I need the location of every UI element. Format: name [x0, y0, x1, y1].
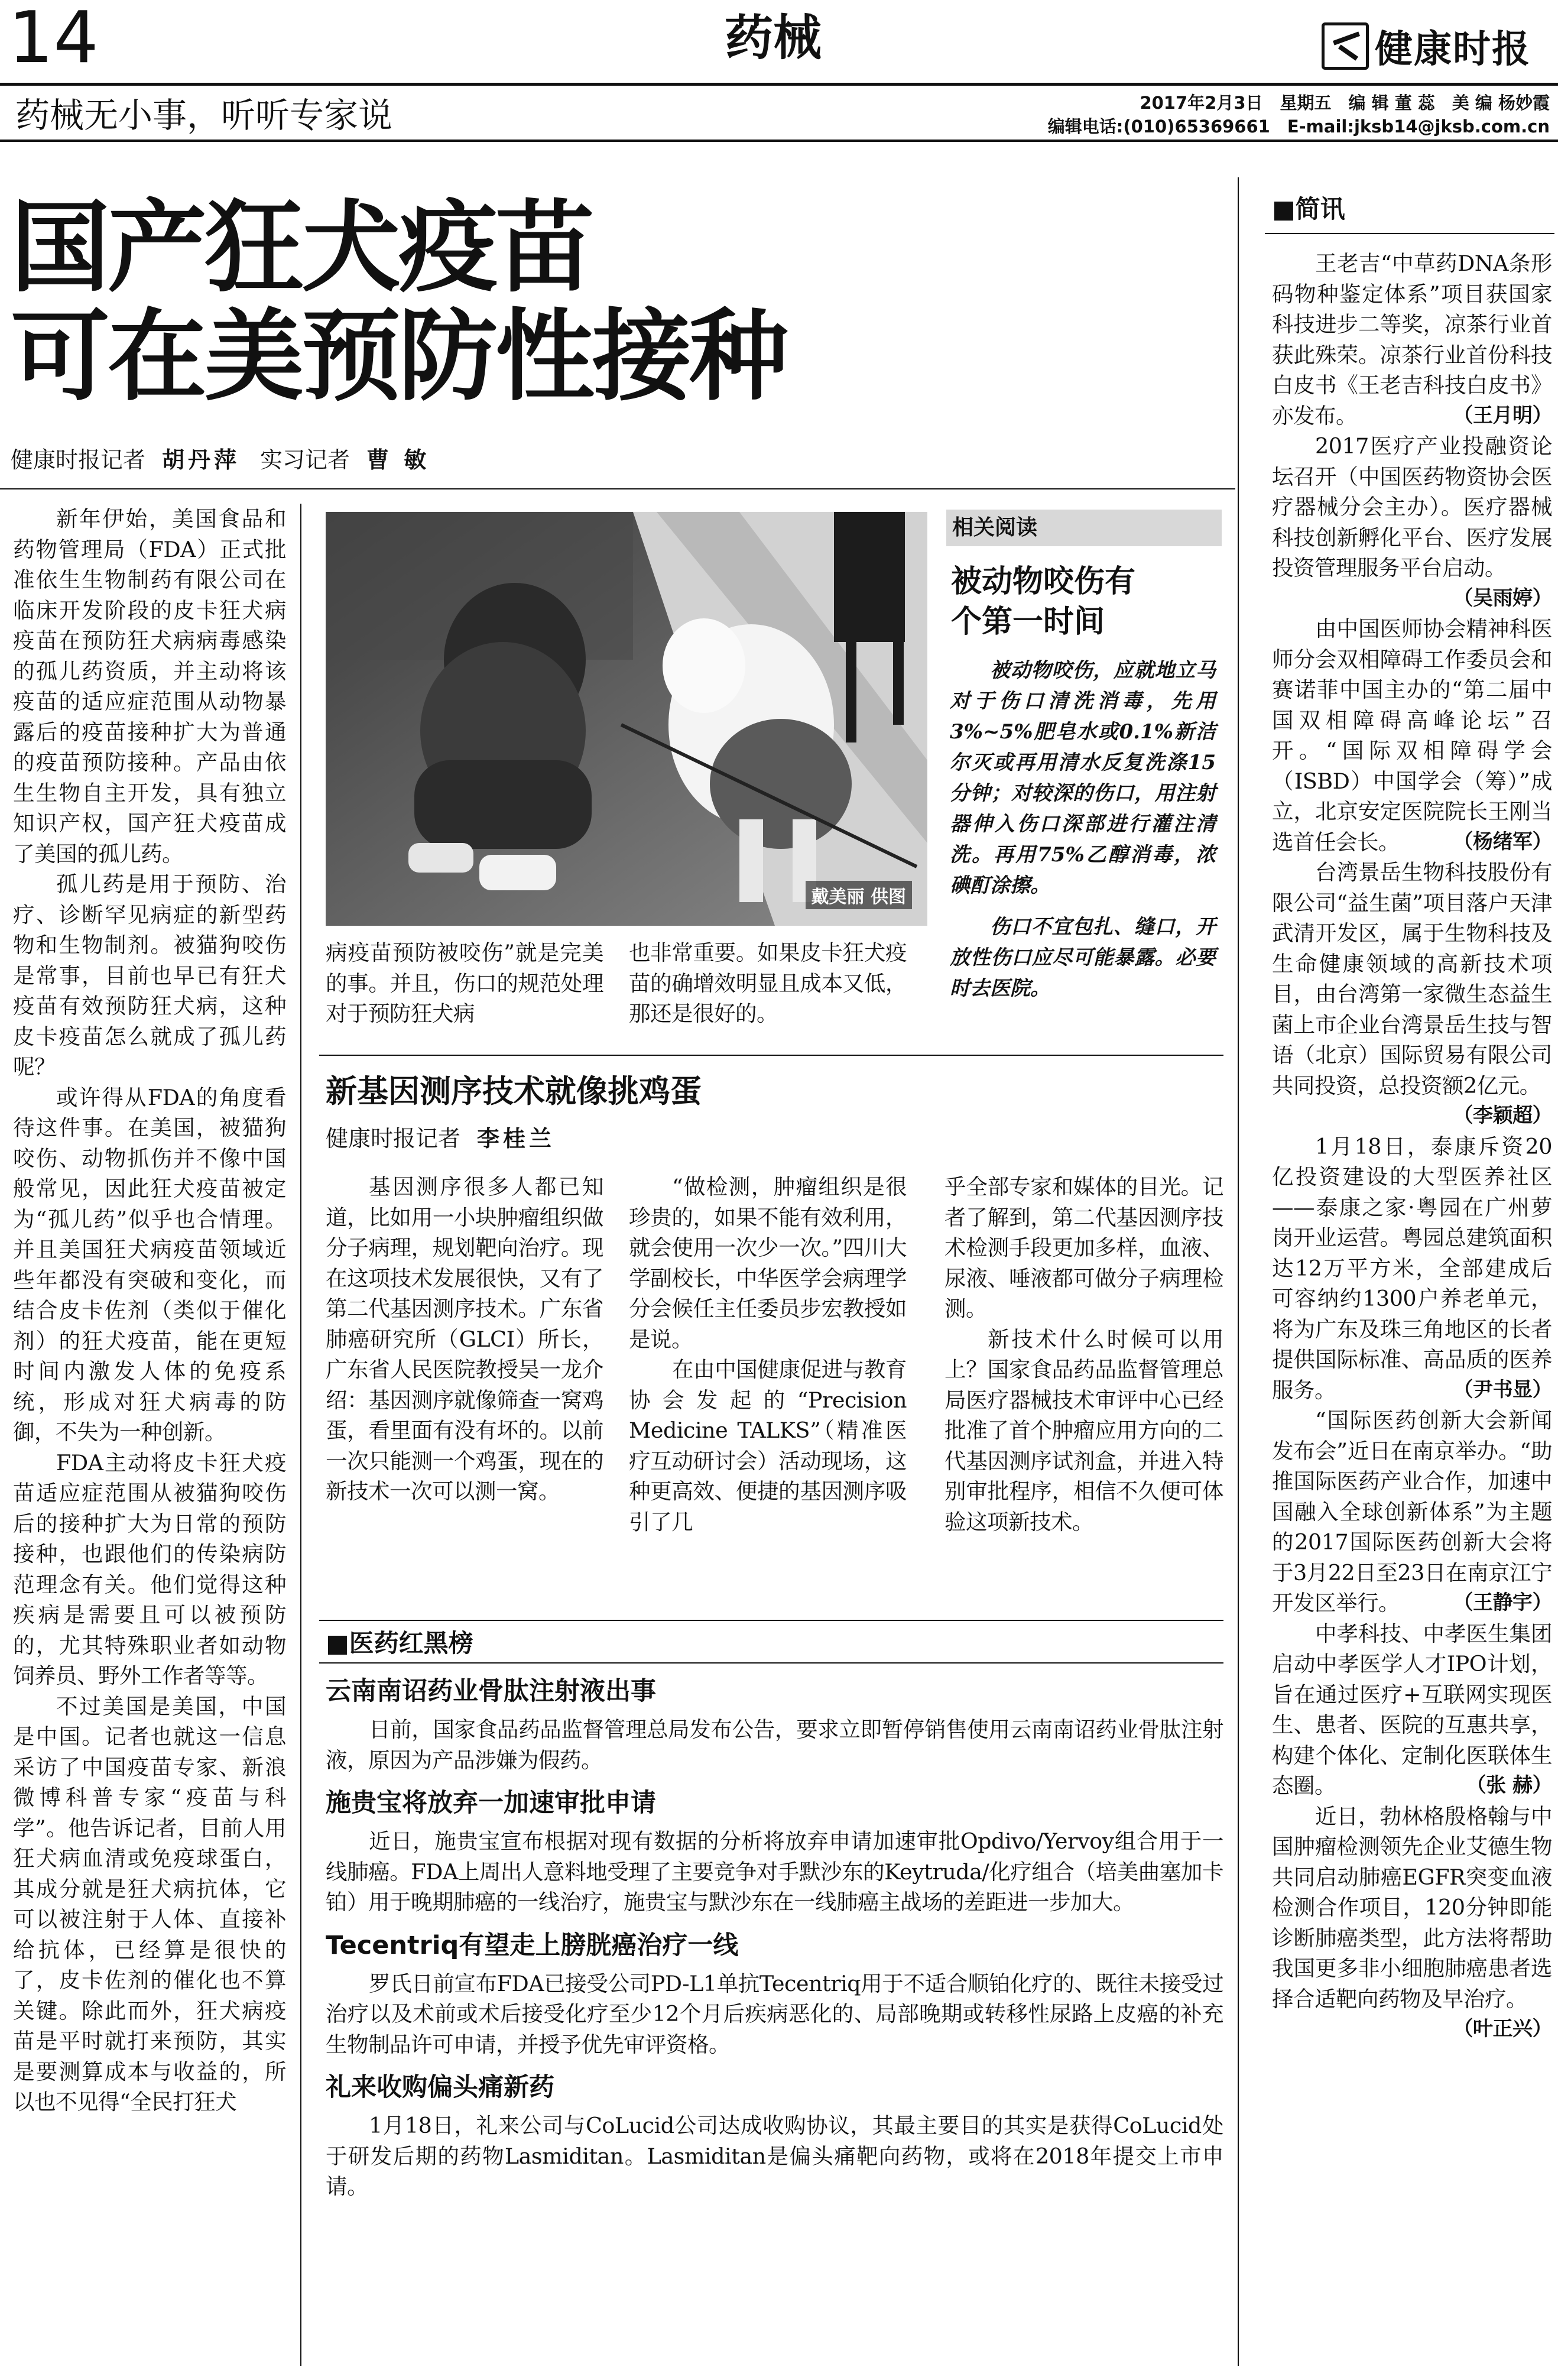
main-paragraph: 或许得从FDA的角度看待这件事。在美国，被猫狗咬伤、动物抓伤并不像中国般常见，因此狂犬疫苗被定为“孤儿药”似乎也合情理。并且美国狂犬病疫苗领域近些年都没有突破和变化，而结合皮卡佐剂（类似于催化剂）的狂犬疫苗，能在更短时间内激发人体的免疫系统，形成对狂犬病毒的防御，不失为一种创新。: [13, 1084, 286, 1445]
news-title: 云南南诏药业骨肽注射液出事: [326, 1677, 656, 1706]
brief-item: [1272, 1131, 1552, 1406]
main-paragraph: 新年伊始，美国食品和药物管理局（FDA）正式批准依生生物制药有限公司在临床开发阶段的皮卡狂犬病疫苗在预防狂犬病病毒感染的孤儿药资质，并主动将该疫苗的适应症范围从动物暴露后的疫苗接种扩大为普通的疫苗预防接种。产品由依生生物自主开发，具有独立知识产权，国产狂犬疫苗成了美国的孤儿药。: [13, 506, 286, 867]
headline-line-2: 可在美预防性接种: [11, 297, 786, 414]
main-paragraph: 病疫苗预防被咬伤”就是完美的事。并且，伤口的规范处理对于预防狂犬病: [326, 940, 603, 1026]
main-paragraph: 也非常重要。如果皮卡狂犬疫苗的确增效明显且成本又低，那还是很好的。: [629, 940, 907, 1026]
boy-with-dog-photo: [326, 512, 927, 926]
gene-paragraph: 基因测序很多人都已知道，比如用一小块肿瘤组织做分子病理，规划靶向治疗。现在这项技术发展很快，又有了第二代基因测序技术。广东省肺癌研究所（GLCI）所长，广东省人民医院教授吴一龙介绍：基因测序就像筛查一窝鸡蛋，看里面有没有坏的。以前一次只能测一个鸡蛋，现在的新技术一次可以测一窝。: [326, 1174, 603, 1504]
brief-text: “国际医药创新大会新闻发布会”近日在南京举办。“助推国际医药产业合作，加速中国融入全球创新体系”为主题的2017国际医药创新大会将于3月22日至23日在南京江宁开发区举行。: [1272, 1408, 1552, 1616]
brief-source: （张 赫）: [1466, 1773, 1552, 1797]
brief-text: 近日，勃林格殷格翰与中国肿瘤检测领先企业艾德生物共同启动肺癌EGFR突变血液检测合作项目，120分钟即能诊断肺癌类型，此方法将帮助我国更多非小细胞肺癌患者选择合适靶向药物及早治疗。: [1272, 1803, 1552, 2012]
byline-reporter: 胡丹萍: [162, 447, 241, 473]
news-paragraph: 日前，国家食品药品监督管理总局发布公告，要求立即暂停销售使用云南南诏药业骨肽注射液，原因为产品涉嫌为假药。: [326, 1717, 1223, 1773]
main-article-column-2: [326, 938, 603, 1038]
news-title: 施贵宝将放弃一加速审批申请: [326, 1788, 656, 1818]
briefs-section-label: ■简讯: [1272, 194, 1345, 223]
column-divider: [300, 504, 301, 2366]
brief-item: [1272, 1801, 1552, 2041]
article-photo: [326, 512, 927, 926]
headline-line-1: 国产狂犬疫苗: [11, 189, 592, 306]
brief-source: （杨绪军）: [1453, 829, 1552, 854]
brief-text: 台湾景岳生物科技股份有限公司“益生菌”项目落户天津武清开发区，属于生物科技及生命健康领域的高新技术项目，由台湾第一家微生态益生菌上市企业台湾景岳生技与智语（北京）国际贸易有限公司共同投资，总投资额2亿元。: [1272, 860, 1552, 1098]
masthead-bottom-rule: [0, 140, 1558, 142]
brief-source: （吴雨婷）: [1453, 586, 1552, 610]
page-number: 14: [8, 0, 99, 79]
gene-byline-label: 健康时报记者: [326, 1126, 461, 1152]
gene-paragraph: “做检测，肿瘤组织是很珍贵的，如果不能有效利用，就会使用一次少一次。”四川大学副校长，中华医学会病理学分会候任主任委员步宏教授如是说。: [629, 1174, 907, 1352]
brief-text: 王老吉“中草药DNA条形码物种鉴定体系”项目获国家科技进步二等奖，凉茶行业首获此殊荣。凉茶行业首份科技白皮书《王老吉科技白皮书》亦发布。: [1272, 251, 1552, 429]
main-article-column-3: [629, 938, 907, 1038]
gene-article-byline: [326, 1121, 575, 1156]
brief-source: （叶正兴）: [1453, 2017, 1552, 2041]
related-reading-box: [946, 510, 1222, 1030]
logo-text: 健康时报: [1375, 27, 1531, 72]
news-title: Tecentriq有望走上膀胱癌治疗一线: [326, 1930, 739, 1960]
related-paragraph: 伤口不宜包扎、缝口，开放性伤口应尽可能暴露。必要时去医院。: [950, 915, 1216, 1000]
main-paragraph: 不过美国是美国，中国是中国。记者也就这一信息采访了中国疫苗专家、新浪微博科普专家“疫苗与科学”。他告诉记者，目前人用狂犬病血清或免疫球蛋白，其成分就是狂犬病抗体，它可以被注射于人体、直接补给抗体，已经算是很快的了，皮卡佐剂的催化也不算关键。除此而外，狂犬病疫苗是平时就打来预防，其实是要测算成本与收益的，所以也不见得“全民打狂犬: [13, 1693, 286, 2115]
main-article-column-1: [13, 504, 286, 2372]
section-title: 药械: [725, 10, 822, 66]
masthead-rule: [0, 83, 1558, 86]
briefs-list: [1272, 248, 1552, 2371]
byline-intern-label: 实习记者: [260, 447, 350, 473]
redblack-section-label: ■医药红黑榜: [326, 1629, 473, 1658]
related-reading-title: [946, 562, 1222, 642]
brief-item: [1272, 1619, 1552, 1801]
news-body: [326, 1826, 1223, 1918]
main-byline: [11, 442, 450, 478]
section-rule: [319, 1620, 1223, 1621]
column-divider: [1238, 177, 1239, 2366]
brief-item: [1272, 248, 1552, 431]
related-reading-label: 相关阅读: [946, 510, 1222, 546]
news-body: [326, 1714, 1223, 1775]
photo-credit: 戴美丽 供图: [806, 881, 912, 909]
byline-intern: 曹 敏: [366, 447, 430, 473]
related-paragraph: 被动物咬伤，应就地立马对于伤口清洗消毒，先用3%~5%肥皂水或0.1%新洁尔灭或再用清水反复洗涤15分钟；对较深的伤口，用注射器伸入伤口深部进行灌注清洗。再用75%乙醇消毒，浓碘酊涂擦。: [950, 659, 1216, 897]
newspaper-logo: [1322, 17, 1552, 76]
section-rule: [1265, 233, 1554, 234]
logo-emblem-icon: [1322, 22, 1369, 70]
brief-item: [1272, 857, 1552, 1127]
brief-text: 1月18日，泰康斥资20亿投资建设的大型医养社区——泰康之家·粤园在广州萝岗开业运营。粤园总建筑面积达12万平方米，全部建成后可容纳约1300户养老单元，将为广东及珠三角地区的长者提供国际标准、高品质的医养服务。: [1272, 1133, 1552, 1403]
section-slogan: 药械无小事，听听专家说: [15, 95, 393, 135]
byline-rule: [0, 488, 1235, 489]
brief-source: （尹书显）: [1453, 1377, 1552, 1402]
brief-item: [1272, 614, 1552, 857]
gene-article-column-1: [326, 1172, 603, 1603]
gene-article-column-2: [629, 1172, 907, 1603]
brief-item: [1272, 431, 1552, 610]
news-paragraph: 近日，施贵宝宣布根据对现有数据的分析将放弃申请加速审批Opdivo/Yervoy组合用于一线肺癌。FDA上周出人意料地受理了主要竞争对手默沙东的Keytruda/化疗组合（培美曲塞加卡铂）用于晚期肺癌的一线治疗，施贵宝与默沙东在一线肺癌主战场的差距进一步加大。: [326, 1828, 1223, 1915]
gene-paragraph: 乎全部专家和媒体的目光。记者了解到，第二代基因测序技术检测手段更加多样，血液、尿液、唾液都可做分子病理检测。: [944, 1174, 1223, 1321]
main-headline: [11, 189, 786, 414]
main-paragraph: 孤儿药是用于预防、治疗、诊断罕见病症的新型药物和生物制剂。被猫狗咬伤是常事，目前也早已有狂犬疫苗有效预防狂犬病，这种皮卡疫苗怎么就成了孤儿药呢？: [13, 871, 286, 1079]
news-paragraph: 罗氏日前宣布FDA已接受公司PD-L1单抗Tecentriq用于不适合顺铂化疗的、既往未接受过治疗以及术前或术后接受化疗至少12个月后疾病恶化的、局部晚期或转移性尿路上皮癌的补充生物制品许可申请，并授予优先审评资格。: [326, 1970, 1223, 2057]
brief-text: 2017医疗产业投融资论坛召开（中国医药物资协会医疗器械分会主办）。医疗器械科技创新孵化平台、医疗发展投资管理服务平台启动。: [1272, 433, 1552, 581]
gene-byline-name: 李桂兰: [477, 1126, 556, 1152]
main-paragraph: FDA主动将皮卡狂犬疫苗适应症范围从被猫狗咬伤后的接种扩大为日常的预防接种，也跟他们的传染病防范理念有关。他们觉得这种疾病是需要且可以被预防的，尤其特殊职业者如动物饲养员、野外工作者等等。: [13, 1450, 286, 1688]
news-paragraph: 1月18日，礼来公司与CoLucid公司达成收购协议，其最主要目的其实是获得CoLucid处于研发后期的药物Lasmiditan。Lasmiditan是偏头痛靶向药物，或将在2018年提交上市申请。: [326, 2113, 1223, 2199]
brief-text: 由中国医师协会精神科医师分会双相障碍工作委员会和赛诺菲中国主办的“第二届中国双相障碍高峰论坛”召开。“国际双相障碍学会（ISBD）中国学会（筹）”成立，北京安定医院院长王刚当选首任会长。: [1272, 616, 1552, 855]
gene-article-title: 新基因测序技术就像挑鸡蛋: [326, 1074, 702, 1110]
brief-text: 中孝科技、中孝医生集团启动中孝医学人才IPO计划，旨在通过医疗+互联网实现医生、患者、医院的互惠共享，构建个体化、定制化医联体生态圈。: [1272, 1620, 1552, 1798]
section-rule: [319, 1662, 1223, 1664]
editor-contact: 编辑电话:(010)65369661 E-mail:jksb14@jksb.com.cn: [1047, 116, 1550, 137]
related-reading-body: [946, 655, 1222, 1004]
brief-source: （王静宇）: [1453, 1591, 1552, 1614]
brief-item: [1272, 1405, 1552, 1619]
gene-article-column-3: [944, 1172, 1223, 1603]
brief-source: （李颖超）: [1453, 1104, 1552, 1127]
redblack-list: [326, 1674, 1223, 2372]
news-body: [326, 1969, 1223, 2060]
section-rule: [319, 1055, 1223, 1056]
related-title-line-1: 被动物咬伤有: [951, 564, 1136, 599]
related-title-line-2: 个第一时间: [951, 604, 1105, 640]
gene-paragraph: 在由中国健康促进与教育协会发起的“Precision Medicine TALKS”（精准医疗互动研讨会）活动现场，这种更高效、便捷的基因测序吸引了几: [629, 1357, 907, 1535]
gene-paragraph: 新技术什么时候可以用上？国家食品药品监督管理总局医疗器械技术审评中心已经批准了首个肿瘤应用方向的二代基因测序试剂盒，并进入特别审批程序，相信不久便可体验这项新技术。: [944, 1326, 1223, 1535]
news-title: 礼来收购偏头痛新药: [326, 2073, 554, 2102]
issue-meta: 2017年2月3日 星期五 编 辑 董 蕊 美 编 杨妙霞: [1140, 93, 1550, 113]
byline-reporter-label: 健康时报记者: [11, 447, 146, 473]
news-body: [326, 2110, 1223, 2202]
brief-source: （王月明）: [1453, 403, 1552, 427]
